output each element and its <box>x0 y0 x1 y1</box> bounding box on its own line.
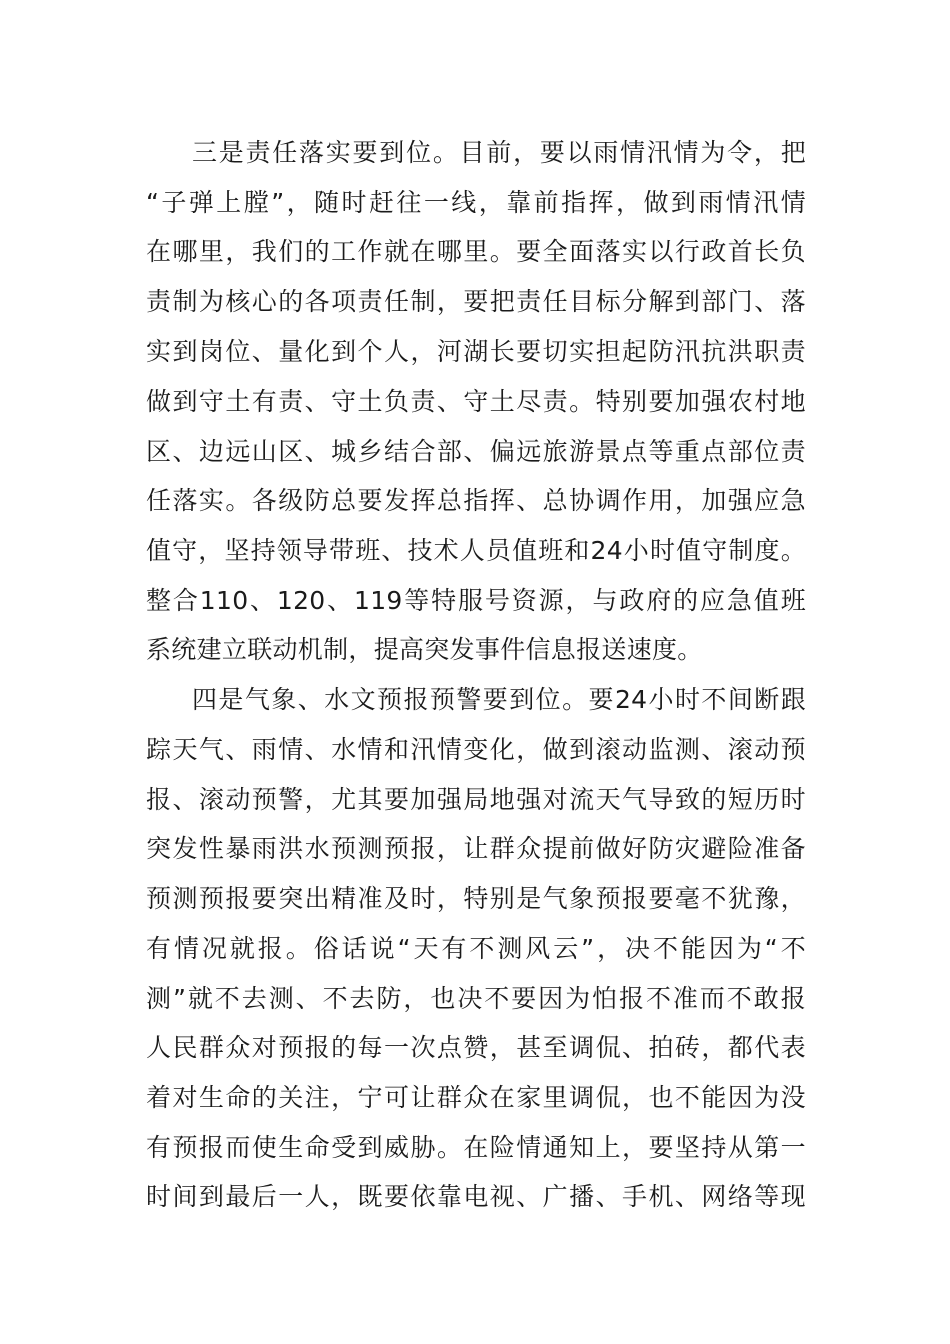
paragraph-4-line-7: 测”就不去测、不去防，也决不要因为怕报不准而不敢报 <box>146 984 806 1013</box>
paragraph-3-line-3: 在哪里，我们的工作就在哪里。要全面落实以行政首长负 <box>146 237 806 266</box>
paragraph-4-line-1: 四是气象、水文预报预警要到位。要24小时不间断跟 <box>192 685 806 714</box>
paragraph-4-line-3: 报、滚动预警，尤其要加强局地强对流天气导致的短历时 <box>146 785 806 814</box>
paragraph-4-line-5: 预测预报要突出精准及时，特别是气象预报要毫不犹豫， <box>146 884 806 913</box>
paragraph-4-line-2: 踪天气、雨情、水情和汛情变化，做到滚动监测、滚动预 <box>146 735 806 764</box>
paragraph-3-line-9: 值守，坚持领导带班、技术人员值班和24小时值守制度。 <box>146 536 806 565</box>
paragraph-3-line-2: “子弹上膛”，随时赶往一线，靠前指挥，做到雨情汛情 <box>146 188 806 217</box>
paragraph-3-line-5: 实到岗位、量化到个人，河湖长要切实担起防汛抗洪职责 <box>146 337 806 366</box>
paragraph-4-line-11: 时间到最后一人，既要依靠电视、广播、手机、网络等现 <box>146 1182 806 1211</box>
paragraph-3-line-6: 做到守土有责、守土负责、守土尽责。特别要加强农村地 <box>146 387 806 416</box>
paragraph-3-line-8: 任落实。各级防总要发挥总指挥、总协调作用，加强应急 <box>146 486 806 515</box>
paragraph-4-line-4: 突发性暴雨洪水预测预报，让群众提前做好防灾避险准备 <box>146 834 806 863</box>
paragraph-3-line-1: 三是责任落实要到位。目前，要以雨情汛情为令，把 <box>192 138 806 167</box>
paragraph-4-line-10: 有预报而使生命受到威胁。在险情通知上，要坚持从第一 <box>146 1133 806 1162</box>
paragraph-3-line-7: 区、边远山区、城乡结合部、偏远旅游景点等重点部位责 <box>146 437 806 466</box>
paragraph-3-line-11: 系统建立联动机制，提高突发事件信息报送速度。 <box>146 635 703 664</box>
paragraph-4-line-9: 着对生命的关注，宁可让群众在家里调侃，也不能因为没 <box>146 1083 806 1112</box>
paragraph-4-line-8: 人民群众对预报的每一次点赞，甚至调侃、拍砖，都代表 <box>146 1033 806 1062</box>
paragraph-3-line-10: 整合110、120、119等特服号资源，与政府的应急值班 <box>146 586 806 615</box>
paragraph-3-line-4: 责制为核心的各项责任制，要把责任目标分解到部门、落 <box>146 287 806 316</box>
paragraph-4-line-6: 有情况就报。俗话说“天有不测风云”，决不能因为“不 <box>146 934 806 963</box>
